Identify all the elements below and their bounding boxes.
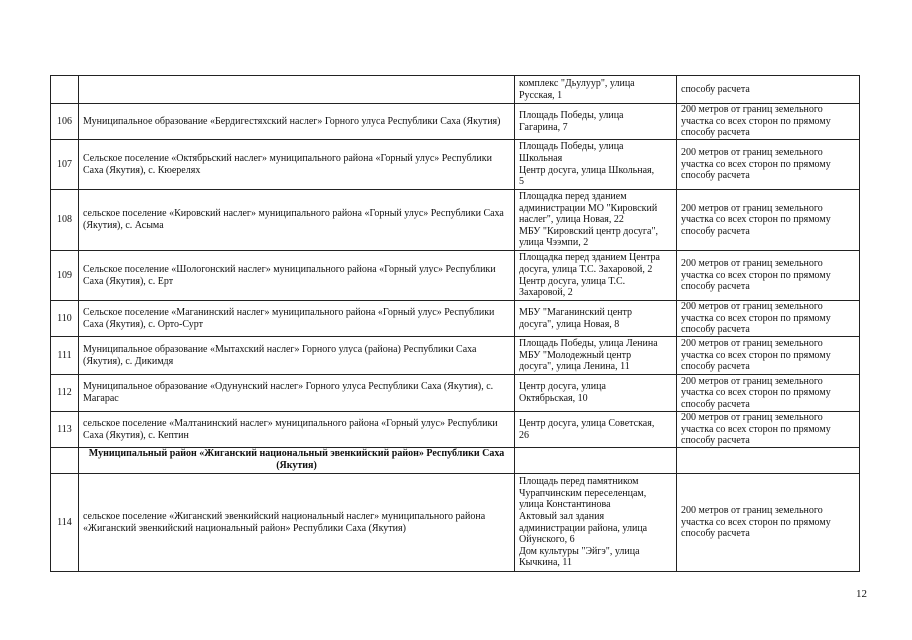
- row-number: [51, 76, 79, 104]
- location-address: Центр досуга, улица Советская, 26: [515, 412, 677, 448]
- page-number: 12: [856, 588, 867, 600]
- distance-rule: 200 метров от границ земельного участка со всех сторон по прямому способу расчета: [677, 412, 860, 448]
- distance-rule: 200 метров от границ земельного участка со всех сторон по прямому способу расчета: [677, 104, 860, 140]
- row-number: 114: [51, 474, 79, 572]
- distance-rule: 200 метров от границ земельного участка со всех сторон по прямому способу расчета: [677, 474, 860, 572]
- distance-rule: способу расчета: [677, 76, 860, 104]
- municipality-name: Муниципальное образование «Бердигестяхский наслег» Горного улуса Республики Саха (Якутия): [79, 104, 515, 140]
- municipality-name: сельское поселение «Малтанинский наслег» муниципального района «Горный улус» Республики Саха (Якутия), с. Кептин: [79, 412, 515, 448]
- section-heading-row: [51, 448, 860, 474]
- table-row: [51, 474, 860, 572]
- row-number: 107: [51, 140, 79, 190]
- location-address: Площадка перед зданием Центра досуга, улица Т.С. Захаровой, 2 Центр досуга, улица Т.С. Захаровой, 2: [515, 251, 677, 301]
- row-number: 106: [51, 104, 79, 140]
- row-number: 108: [51, 190, 79, 251]
- table-row: [51, 337, 860, 375]
- distance-rule: 200 метров от границ земельного участка со всех сторон по прямому способу расчета: [677, 301, 860, 337]
- location-address: комплекс "Дьулуур", улица Русская, 1: [515, 76, 677, 104]
- row-number: 111: [51, 337, 79, 375]
- distance-rule: 200 метров от границ земельного участка со всех сторон по прямому способу расчета: [677, 375, 860, 412]
- municipality-name: сельское поселение «Жиганский эвенкийский национальный наслег» муниципального района «Жиганский эвенкийский национальный район» Республики Саха (Якутия): [79, 474, 515, 572]
- polling-places-table: [50, 75, 860, 572]
- municipality-name: сельское поселение «Кировский наслег» муниципального района «Горный улус» Республики Саха (Якутия), с. Асыма: [79, 190, 515, 251]
- row-number: 113: [51, 412, 79, 448]
- location-address: Площадка перед зданием администрации МО "Кировский наслег", улица Новая, 22 МБУ "Кировский центр досуга", улица Чээмпи, 2: [515, 190, 677, 251]
- section-title: Муниципальный район «Жиганский национальный эвенкийский район» Республики Саха (Якутия): [79, 448, 515, 474]
- distance-rule: 200 метров от границ земельного участка со всех сторон по прямому способу расчета: [677, 190, 860, 251]
- distance-rule: 200 метров от границ земельного участка со всех сторон по прямому способу расчета: [677, 140, 860, 190]
- municipality-name: Сельское поселение «Маганинский наслег» муниципального района «Горный улус» Республики Саха (Якутия), с. Орто-Сурт: [79, 301, 515, 337]
- table-row: [51, 140, 860, 190]
- location-address: Площадь Победы, улица Гагарина, 7: [515, 104, 677, 140]
- municipality-name: Муниципальное образование «Мытахский наслег» Горного улуса (района) Республики Саха (Якутия), с. Дикимдя: [79, 337, 515, 375]
- location-address: Центр досуга, улица Октябрьская, 10: [515, 375, 677, 412]
- table-row: [51, 412, 860, 448]
- location-address: Площадь Победы, улица Ленина МБУ "Молодежный центр досуга", улица Ленина, 11: [515, 337, 677, 375]
- table-row: [51, 104, 860, 140]
- table-row: [51, 301, 860, 337]
- row-number: 109: [51, 251, 79, 301]
- municipality-name: Сельское поселение «Шологонский наслег» муниципального района «Горный улус» Республики Саха (Якутия), с. Ерт: [79, 251, 515, 301]
- row-number: [51, 448, 79, 474]
- location-address: [515, 448, 677, 474]
- location-address: Площадь Победы, улица Школьная Центр досуга, улица Школьная, 5: [515, 140, 677, 190]
- table-row: [51, 76, 860, 104]
- municipality-name: [79, 76, 515, 104]
- municipality-name: Муниципальное образование «Одунунский наслег» Горного улуса Республики Саха (Якутия), с. Магарас: [79, 375, 515, 412]
- distance-rule: [677, 448, 860, 474]
- location-address: Площадь перед памятником Чурапчинским переселенцам, улица Константинова Актовый зал здания администрации района, улица Ойунского, 6 Дом культуры "Эйгэ", улица Кычкина, 11: [515, 474, 677, 572]
- table-row: [51, 190, 860, 251]
- location-address: МБУ "Маганинский центр досуга", улица Новая, 8: [515, 301, 677, 337]
- row-number: 110: [51, 301, 79, 337]
- table-row: [51, 251, 860, 301]
- row-number: 112: [51, 375, 79, 412]
- distance-rule: 200 метров от границ земельного участка со всех сторон по прямому способу расчета: [677, 337, 860, 375]
- municipality-name: Сельское поселение «Октябрьский наслег» муниципального района «Горный улус» Республики Саха (Якутия), с. Кюерелях: [79, 140, 515, 190]
- table-row: [51, 375, 860, 412]
- distance-rule: 200 метров от границ земельного участка со всех сторон по прямому способу расчета: [677, 251, 860, 301]
